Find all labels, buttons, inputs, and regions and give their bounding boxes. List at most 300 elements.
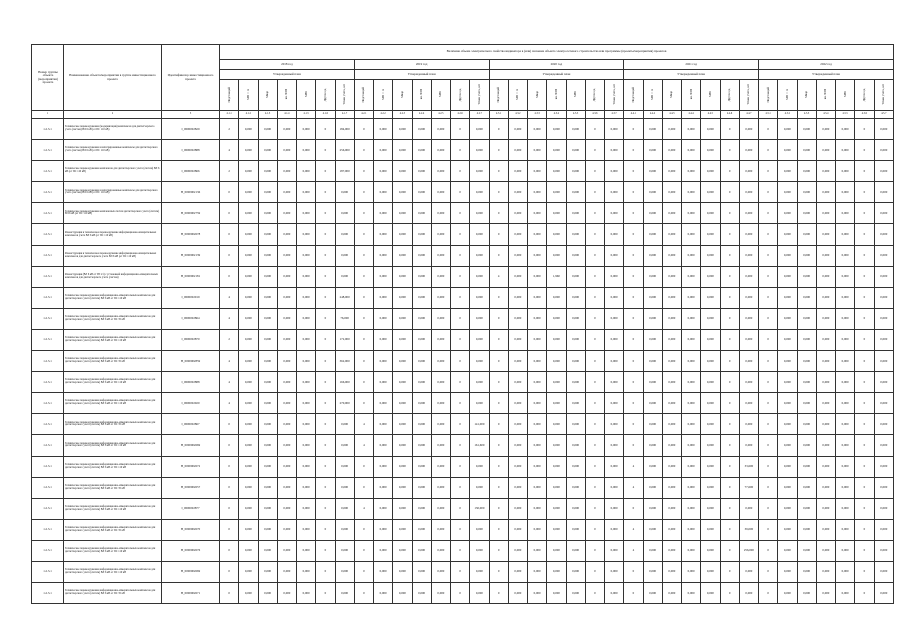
row-value: 0	[720, 266, 739, 287]
row-value: 0,000	[778, 351, 797, 372]
subcol-header-label: км ЛЭП	[419, 89, 424, 100]
row-value: 4	[354, 498, 373, 519]
table-row	[32, 308, 894, 329]
table-row	[32, 435, 894, 456]
row-value: 0	[585, 329, 604, 350]
row-value: 0,000	[797, 519, 816, 540]
row-value: 0,000	[277, 266, 296, 287]
row-value: 0	[316, 456, 335, 477]
row-value: 0,000	[566, 583, 585, 604]
row-value: 0,000	[412, 140, 431, 161]
row-value: 0,000	[816, 583, 835, 604]
row-value: 0	[624, 203, 643, 224]
subcol-header-label: Другое ед.	[727, 87, 732, 102]
row-value: 0,000	[470, 119, 489, 140]
row-value: 0	[855, 456, 874, 477]
col-number: 4.3.6	[585, 111, 604, 119]
row-value: 4	[220, 393, 239, 414]
row-value: 0	[220, 245, 239, 266]
row-value: 0,000	[662, 308, 681, 329]
row-value: 0	[354, 351, 373, 372]
row-value: 0,000	[258, 119, 277, 140]
subcol-header	[393, 80, 412, 111]
row-value: 0	[624, 583, 643, 604]
row-value: 0,000	[605, 456, 624, 477]
row-value: 0	[354, 561, 373, 582]
row-value: 0,000	[816, 266, 835, 287]
row-value: 0,000	[393, 583, 412, 604]
row-value: 0,000	[778, 287, 797, 308]
row-value: 0	[759, 414, 778, 435]
row-value: 0	[451, 583, 470, 604]
row-value: 0,000	[258, 287, 277, 308]
row-value: 0,000	[874, 182, 894, 203]
row-value: 0,000	[470, 393, 489, 414]
row-value: 0	[720, 519, 739, 540]
row-value: 0,000	[566, 456, 585, 477]
row-name: Реконструкция (ВЛ 6 кВ от ТП 21) с установкой информационно-измерительных комплексов для диспетчерского учета (систем)	[64, 266, 162, 287]
row-value: 0,000	[605, 583, 624, 604]
col-number: 4.1.6	[316, 111, 335, 119]
row-value: 0,000	[374, 540, 393, 561]
row-value: 0,000	[393, 561, 412, 582]
row-value: 0,000	[239, 393, 258, 414]
row-value: 0,000	[739, 182, 758, 203]
row-value: 0,000	[778, 583, 797, 604]
row-value: 0,000	[393, 435, 412, 456]
row-value: 0,000	[393, 540, 412, 561]
row-value: 0,000	[566, 372, 585, 393]
row-value: 0,000	[470, 540, 489, 561]
row-value: 0,000	[528, 182, 547, 203]
row-value: 0,000	[547, 245, 566, 266]
row-value: 0,000	[605, 140, 624, 161]
row-value: 0	[316, 583, 335, 604]
row-value: 0	[585, 140, 604, 161]
row-value: 0	[316, 119, 335, 140]
subcol-header-label: км ЛЭП	[688, 89, 693, 100]
row-value: 0,000	[258, 161, 277, 182]
row-value: 0,000	[701, 140, 720, 161]
row-value: 0	[585, 224, 604, 245]
row-value: 0	[624, 561, 643, 582]
row-value: 0,000	[739, 245, 758, 266]
row-value: 0	[720, 329, 739, 350]
row-number: 1.2.3.1	[32, 203, 64, 224]
row-value: 0	[624, 435, 643, 456]
row-value: 0	[585, 119, 604, 140]
row-id: H_0000002657	[162, 477, 220, 498]
row-value: 0,000	[239, 583, 258, 604]
row-value: 0,000	[643, 119, 662, 140]
row-value: 0	[759, 182, 778, 203]
row-name: Техническое перевооружение информационно-измерительных комплексов для диспетчерского учета (систем) ВЛ 6 кВ от ПС 110 кВ	[64, 498, 162, 519]
row-value: 0,000	[797, 372, 816, 393]
row-value: 0,000	[605, 351, 624, 372]
row-value: 0	[316, 519, 335, 540]
row-value: 0,000	[797, 351, 816, 372]
table-row	[32, 540, 894, 561]
row-value: 0,000	[431, 561, 450, 582]
row-value: 0	[451, 414, 470, 435]
row-value: 0,000	[682, 182, 701, 203]
subgroup-header: Утвержденный план	[759, 70, 894, 80]
row-name: Техническое перевооружение информационно-измерительных комплексов для диспетчерского учета (систем) ВЛ 6 кВ от ПС 110 кВ	[64, 456, 162, 477]
row-id: I_0000002864	[162, 308, 220, 329]
row-value: 0,000	[643, 540, 662, 561]
row-value: 0	[585, 477, 604, 498]
row-value: 0,000	[528, 414, 547, 435]
row-value: 0,000	[566, 245, 585, 266]
row-value: 0	[451, 203, 470, 224]
row-value: 0,000	[297, 140, 316, 161]
subcol-header-label: МВт	[303, 91, 308, 98]
row-value: 0	[316, 203, 335, 224]
row-value: 0,000	[605, 540, 624, 561]
row-value: 0,000	[277, 182, 296, 203]
row-name: Техническое перевооружение комплексных систем диспетчерского учета (систем) ВЛ 6 кВ (от ПС 110 кВ)	[64, 203, 162, 224]
row-value: 0,000	[508, 224, 527, 245]
row-value: 0,000	[836, 308, 855, 329]
row-value: 0	[451, 372, 470, 393]
row-value: 0	[489, 456, 508, 477]
row-value: 0,000	[547, 308, 566, 329]
row-value: 4	[220, 372, 239, 393]
row-value: 0,000	[412, 414, 431, 435]
table-row	[32, 393, 894, 414]
row-value: 4	[220, 308, 239, 329]
subcol-header-label: Другое ед.	[592, 87, 597, 102]
row-value: 0,000	[393, 287, 412, 308]
row-value: 0	[855, 414, 874, 435]
row-value: 0,000	[778, 308, 797, 329]
row-id: I_0000002870	[162, 329, 220, 350]
row-value: 0,000	[297, 372, 316, 393]
row-value: 0,000	[836, 519, 855, 540]
row-name: Реконструкция и техническое перевооружение информационно-измерительных комплексов учета ВЛ 6 кВ (от ПС 110 кВ)	[64, 224, 162, 245]
row-value: 0	[855, 393, 874, 414]
col-number: 4.3.4	[547, 111, 566, 119]
row-value: 0	[451, 224, 470, 245]
row-value: 0	[759, 477, 778, 498]
row-value: 0	[316, 393, 335, 414]
top-group-header: Величина объема электрического свойства индикатора в (или) значение объекта электросетевого строительства или программы (проекты/мероприятия) проектов	[220, 45, 894, 60]
row-value: 0,000	[836, 393, 855, 414]
row-value: 0,000	[643, 456, 662, 477]
row-value: 0,000	[374, 583, 393, 604]
row-value: 0	[585, 393, 604, 414]
row-value: 0	[585, 414, 604, 435]
col-number: 4.2.4	[412, 111, 431, 119]
col-header-name: Наименование объекта/мероприятия в группе инвестиционного проекта	[64, 45, 162, 111]
row-value: 0,000	[605, 372, 624, 393]
row-value: 0,000	[258, 329, 277, 350]
row-value: 0,000	[566, 540, 585, 561]
row-value: 0,000	[816, 477, 835, 498]
row-value: 0,000	[605, 224, 624, 245]
row-value: 0,000	[547, 329, 566, 350]
row-value: 0,000	[739, 583, 758, 604]
row-value: 0,000	[701, 287, 720, 308]
row-number: 1.2.3.1	[32, 182, 64, 203]
row-value: 0,000	[431, 351, 450, 372]
subcol-header	[759, 80, 778, 111]
row-value: 0	[316, 351, 335, 372]
row-value: 0,000	[374, 351, 393, 372]
row-value: 4	[220, 287, 239, 308]
row-value: 0,000	[797, 287, 816, 308]
row-value: 0,000	[778, 224, 797, 245]
row-value: 0,000	[470, 308, 489, 329]
row-value: 0,000	[701, 393, 720, 414]
table-row	[32, 266, 894, 287]
row-value: 0,000	[605, 561, 624, 582]
subcol-header-label: МВ×А	[380, 88, 385, 100]
row-value: 0,000	[239, 140, 258, 161]
row-value: 0,000	[566, 414, 585, 435]
row-value: 0,000	[297, 561, 316, 582]
row-value: 0,000	[836, 266, 855, 287]
row-value: 0,000	[662, 519, 681, 540]
row-value: 0	[759, 435, 778, 456]
subcol-header-label: МВт	[573, 91, 578, 98]
row-value: 0,000	[239, 245, 258, 266]
row-value: 0,000	[297, 329, 316, 350]
row-value: 0,000	[431, 583, 450, 604]
row-value: 0	[489, 140, 508, 161]
subcol-header-label: Точки учета, шт	[611, 84, 616, 105]
row-value: 0	[451, 393, 470, 414]
row-number: 1.2.3.1	[32, 456, 64, 477]
row-value: 0,000	[528, 561, 547, 582]
row-value: 0	[855, 477, 874, 498]
row-value: 0,000	[836, 119, 855, 140]
row-value: 0,000	[470, 182, 489, 203]
row-value: 0,000	[412, 287, 431, 308]
row-value: 0	[489, 245, 508, 266]
row-value: 0,000	[566, 119, 585, 140]
col-number: 4.3.3	[528, 111, 547, 119]
row-value: 0	[624, 140, 643, 161]
row-value: 0	[759, 561, 778, 582]
row-value: 0	[316, 372, 335, 393]
row-value: 0,000	[662, 540, 681, 561]
row-value: 0	[855, 203, 874, 224]
row-value: 0,000	[508, 414, 527, 435]
row-value: 0	[855, 245, 874, 266]
row-value: 0,000	[662, 456, 681, 477]
row-name: Реконструкция и техническое перевооружение информационно-измерительных комплексов для диспетчерского учета ВЛ 6 кВ (от ПС 110 кВ)	[64, 245, 162, 266]
row-value: 0,000	[239, 519, 258, 540]
subcol-header-label: Другое ед.	[457, 87, 462, 102]
row-value: 0,000	[528, 266, 547, 287]
row-value: 0,000	[701, 456, 720, 477]
row-value: 0,000	[739, 372, 758, 393]
row-name: Техническое перевооружение в интегрированные комплексы для диспетчерского учета (систем) ВЛ 6 кВ (от ПС 110 кВ)	[64, 182, 162, 203]
row-value: 0,000	[643, 435, 662, 456]
col-number: 4.5.6	[855, 111, 874, 119]
row-value: 0	[316, 161, 335, 182]
row-value: 0,000	[816, 287, 835, 308]
row-value: 0,000	[701, 561, 720, 582]
row-value: 0,000	[605, 182, 624, 203]
subcol-header	[431, 80, 450, 111]
row-value: 0	[720, 161, 739, 182]
subcol-header	[720, 80, 739, 111]
row-value: 0,000	[836, 477, 855, 498]
row-value: 0,000	[508, 182, 527, 203]
row-value: 166,000	[335, 372, 354, 393]
row-value: 0,000	[528, 203, 547, 224]
row-value: 0,000	[816, 245, 835, 266]
row-value: 130,000	[470, 498, 489, 519]
row-id: I_0000002829	[162, 119, 220, 140]
subcol-header-label: Мвар	[399, 90, 404, 98]
row-value: 0	[624, 414, 643, 435]
row-value: 0	[855, 287, 874, 308]
row-value: 0,000	[374, 414, 393, 435]
row-value: 0,000	[374, 456, 393, 477]
row-value: 0,000	[431, 287, 450, 308]
row-number: 1.2.3.1	[32, 245, 64, 266]
row-value: 0,000	[239, 203, 258, 224]
row-value: 0,000	[739, 351, 758, 372]
row-value: 0,000	[412, 119, 431, 140]
row-value: 0,000	[643, 583, 662, 604]
row-value: 0,000	[566, 182, 585, 203]
subgroup-header: Утвержденный план	[354, 70, 489, 80]
row-value: 0	[220, 540, 239, 561]
year-header: 2020 год	[489, 60, 624, 70]
row-value: 0,000	[874, 266, 894, 287]
row-value: 0,000	[470, 245, 489, 266]
row-value: 0,000	[374, 519, 393, 540]
row-value: 4	[220, 351, 239, 372]
row-value: 0,000	[470, 372, 489, 393]
row-value: 4	[354, 435, 373, 456]
row-value: 0,000	[470, 351, 489, 372]
row-number: 1.2.3.1	[32, 161, 64, 182]
row-value: 0,000	[239, 456, 258, 477]
subcol-header	[412, 80, 431, 111]
row-value: 0,000	[682, 308, 701, 329]
row-id: H_0000002669	[162, 561, 220, 582]
row-value: 0,000	[297, 540, 316, 561]
row-value: 0,000	[297, 498, 316, 519]
row-value: 0	[220, 477, 239, 498]
subcol-header	[239, 80, 258, 111]
row-value: 0,000	[643, 393, 662, 414]
row-value: 0,000	[508, 245, 527, 266]
row-value: 0,000	[682, 119, 701, 140]
row-value: 0	[354, 287, 373, 308]
row-value: 0,000	[508, 498, 527, 519]
subcol-header-label: Подстанций	[361, 86, 366, 103]
row-value: 0,000	[431, 140, 450, 161]
row-value: 0,000	[528, 583, 547, 604]
row-value: 0,000	[778, 393, 797, 414]
row-value: 0,000	[470, 519, 489, 540]
row-id: H_0000002670	[162, 519, 220, 540]
row-value: 0,000	[643, 498, 662, 519]
row-value: 77,600	[739, 477, 758, 498]
row-value: 0	[759, 287, 778, 308]
row-value: 0,000	[701, 266, 720, 287]
row-value: 0,000	[682, 519, 701, 540]
table-row	[32, 140, 894, 161]
row-value: 0	[624, 498, 643, 519]
row-number: 1.2.3.1	[32, 498, 64, 519]
row-value: 0,000	[431, 182, 450, 203]
row-value: 0,000	[297, 224, 316, 245]
row-value: 0,000	[374, 140, 393, 161]
row-value: 0,000	[778, 203, 797, 224]
row-value: 0,000	[605, 203, 624, 224]
row-value: 0,000	[393, 456, 412, 477]
row-value: 0	[451, 266, 470, 287]
row-value: 0,000	[431, 308, 450, 329]
row-value: 0,000	[374, 308, 393, 329]
row-value: 0	[451, 119, 470, 140]
row-value: 0,000	[816, 308, 835, 329]
row-value: 0	[489, 287, 508, 308]
row-value: 0,000	[547, 351, 566, 372]
row-value: 0,000	[277, 393, 296, 414]
row-value: 0,000	[662, 498, 681, 519]
row-value: 0	[451, 435, 470, 456]
subcol-header	[816, 80, 835, 111]
subcol-header-label: км ЛЭП	[823, 89, 828, 100]
row-value: 0,000	[277, 351, 296, 372]
row-value: 0	[585, 583, 604, 604]
row-value: 0,000	[739, 498, 758, 519]
row-value: 0,000	[874, 498, 894, 519]
row-value: 0,000	[258, 583, 277, 604]
row-value: 0,000	[239, 308, 258, 329]
row-value: 0,000	[547, 519, 566, 540]
row-value: 0,000	[797, 498, 816, 519]
row-id: H_0000002671	[162, 583, 220, 604]
row-number: 1.2.3.1	[32, 519, 64, 540]
subcol-header	[220, 80, 239, 111]
row-value: 0	[855, 583, 874, 604]
col-number: 4.2.1	[354, 111, 373, 119]
row-value: 0,000	[508, 351, 527, 372]
row-value: 0,000	[797, 161, 816, 182]
row-value: 0,000	[297, 435, 316, 456]
row-value: 0,000	[797, 583, 816, 604]
row-value: 0	[489, 329, 508, 350]
row-value: 0	[220, 498, 239, 519]
row-value: 0	[489, 435, 508, 456]
subcol-header	[258, 80, 277, 111]
row-value: 0,000	[258, 498, 277, 519]
table-row	[32, 203, 894, 224]
row-value: 0,000	[778, 372, 797, 393]
row-value: 0,000	[258, 456, 277, 477]
row-value: 0	[759, 308, 778, 329]
row-value: 0	[451, 540, 470, 561]
row-value: 0,000	[297, 308, 316, 329]
row-value: 0,000	[277, 161, 296, 182]
row-value: 0,000	[739, 287, 758, 308]
row-value: 0	[720, 456, 739, 477]
row-value: 0,000	[393, 308, 412, 329]
row-value: 0,000	[816, 372, 835, 393]
subcol-header-label: Подстанций	[496, 86, 501, 103]
row-value: 0,000	[605, 435, 624, 456]
col-number: 4.5.7	[874, 111, 894, 119]
